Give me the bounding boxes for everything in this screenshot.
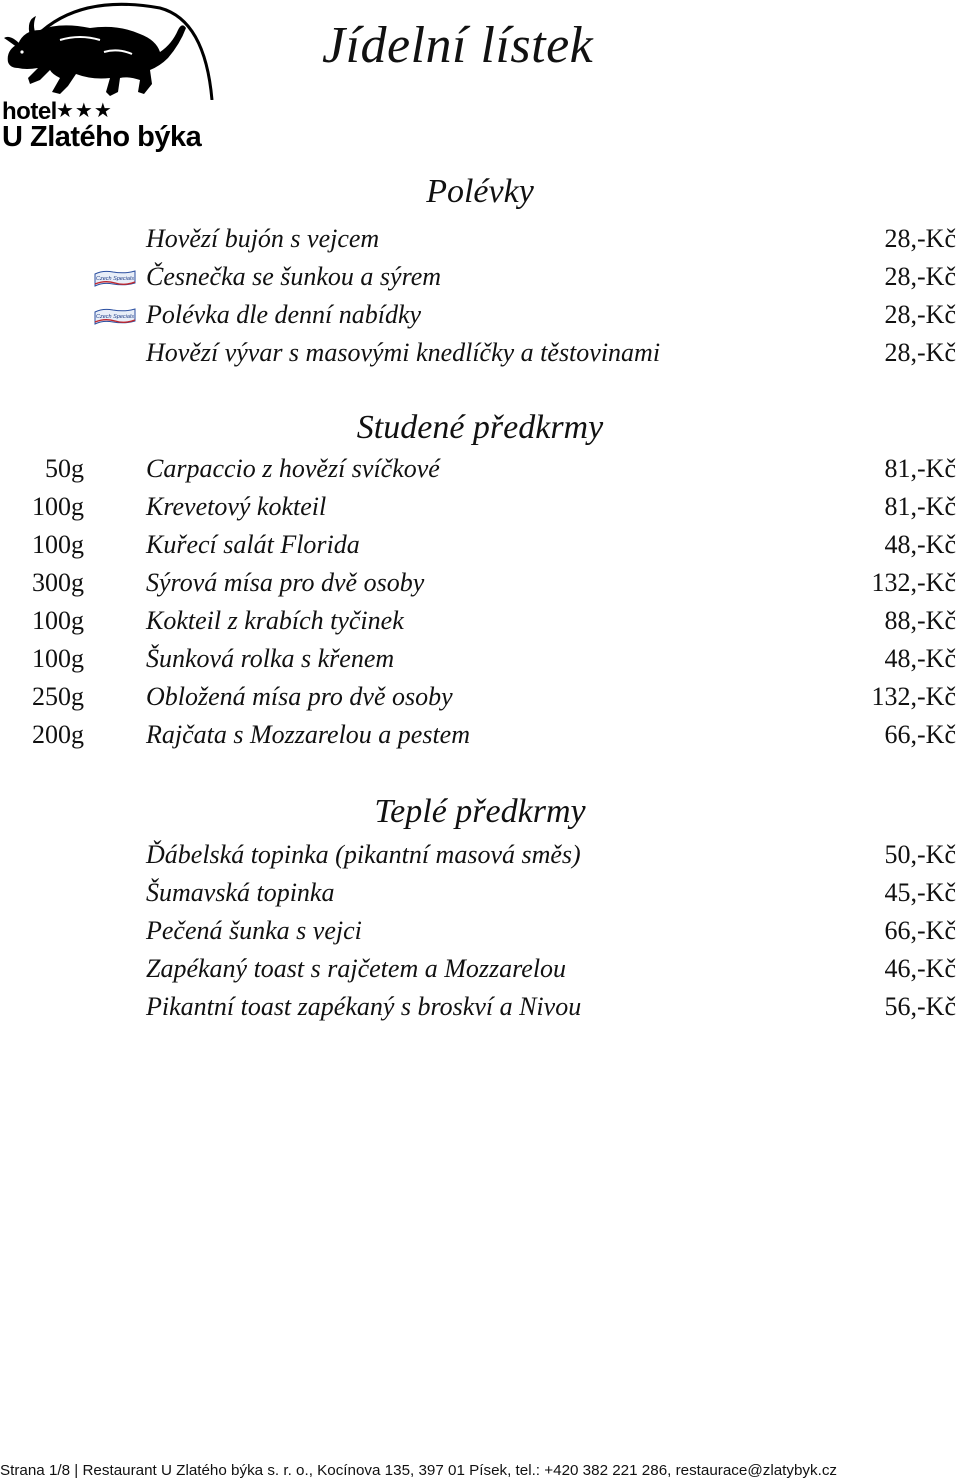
item-price: 66,-Kč — [884, 916, 956, 945]
menu-item — [0, 988, 960, 1026]
item-name: Kokteil z krabích tyčinek — [146, 606, 404, 635]
menu-item — [0, 258, 960, 296]
czech-specials-badge-icon — [93, 306, 137, 326]
item-weight: 250g — [32, 682, 84, 711]
item-price: 66,-Kč — [884, 720, 956, 749]
page-footer: Strana 1/8 | Restaurant U Zlatého býka s. r. o., Kocínova 135, 397 01 Písek, tel.: +420 382 221 286, restaurace@zlatybyk.cz — [0, 1462, 838, 1479]
item-price: 56,-Kč — [884, 992, 956, 1021]
menu-item — [0, 488, 960, 526]
item-price: 132,-Kč — [871, 682, 956, 711]
item-price: 48,-Kč — [884, 644, 956, 673]
logo-hotel-text: hotel — [2, 98, 57, 125]
item-name: Česnečka se šunkou a sýrem — [146, 262, 442, 291]
section-warm-starters — [0, 790, 960, 1026]
item-weight: 50g — [45, 454, 84, 483]
svg-text:Czech Specials: Czech Specials — [96, 314, 134, 320]
menu-item — [0, 874, 960, 912]
item-name: Šumavská topinka — [146, 878, 335, 907]
menu-item — [0, 296, 960, 334]
item-name: Pečená šunka s vejci — [146, 916, 362, 945]
item-name: Rajčata s Mozzarelou a pestem — [146, 720, 470, 749]
hotel-logo — [0, 0, 220, 160]
item-weight: 300g — [32, 568, 84, 597]
section-heading: Polévky — [426, 173, 534, 210]
menu-item — [0, 334, 960, 372]
logo-hotel-name: U Zlatého býka — [2, 121, 202, 153]
item-name: Obložená mísa pro dvě osoby — [146, 682, 453, 711]
page-title: Jídelní lístek — [322, 17, 594, 74]
item-name: Hovězí vývar s masovými knedlíčky a těstovinami — [146, 338, 661, 367]
menu-item — [0, 526, 960, 564]
section-heading: Teplé předkrmy — [374, 793, 586, 830]
item-price: 28,-Kč — [884, 262, 956, 291]
item-weight: 100g — [32, 606, 84, 635]
logo-stars: ★★★ — [56, 98, 113, 122]
item-name: Ďábelská topinka (pikantní masová směs) — [146, 840, 581, 869]
item-price: 81,-Kč — [884, 492, 956, 521]
menu-item — [0, 912, 960, 950]
menu-item — [0, 640, 960, 678]
menu-item — [0, 678, 960, 716]
menu-item — [0, 716, 960, 754]
section-heading: Studené předkrmy — [356, 409, 604, 446]
item-weight: 100g — [32, 530, 84, 559]
item-price: 132,-Kč — [871, 568, 956, 597]
item-name: Pikantní toast zapékaný s broskví a Nivou — [146, 992, 582, 1021]
svg-text:Czech Specials: Czech Specials — [96, 276, 134, 282]
bull-logo-graphic — [0, 0, 220, 100]
item-weight: 100g — [32, 644, 84, 673]
menu-item-list — [0, 220, 960, 372]
item-weight: 100g — [32, 492, 84, 521]
item-price: 81,-Kč — [884, 454, 956, 483]
item-name: Carpaccio z hovězí svíčkové — [146, 454, 440, 483]
item-price: 46,-Kč — [884, 954, 956, 983]
item-name: Šunková rolka s křenem — [146, 644, 395, 673]
menu-item — [0, 602, 960, 640]
menu-item-list — [0, 450, 960, 754]
item-price: 28,-Kč — [884, 224, 956, 253]
menu-item — [0, 950, 960, 988]
item-price: 48,-Kč — [884, 530, 956, 559]
czech-specials-badge-icon — [93, 268, 137, 288]
item-price: 50,-Kč — [884, 840, 956, 869]
item-price: 28,-Kč — [884, 338, 956, 367]
item-name: Kuřecí salát Florida — [146, 530, 360, 559]
item-price: 45,-Kč — [884, 878, 956, 907]
item-price: 88,-Kč — [884, 606, 956, 635]
section-soups — [0, 170, 960, 372]
item-name: Hovězí bujón s vejcem — [146, 224, 380, 253]
item-name: Krevetový kokteil — [146, 492, 327, 521]
menu-item — [0, 564, 960, 602]
item-name: Zapékaný toast s rajčetem a Mozzarelou — [146, 954, 567, 983]
menu-item — [0, 220, 960, 258]
item-price: 28,-Kč — [884, 300, 956, 329]
item-weight: 200g — [32, 720, 84, 749]
item-name: Polévka dle denní nabídky — [146, 300, 422, 329]
section-cold-starters — [0, 406, 960, 754]
menu-item — [0, 450, 960, 488]
menu-item-list — [0, 836, 960, 1026]
menu-item — [0, 836, 960, 874]
item-name: Sýrová mísa pro dvě osoby — [146, 568, 425, 597]
